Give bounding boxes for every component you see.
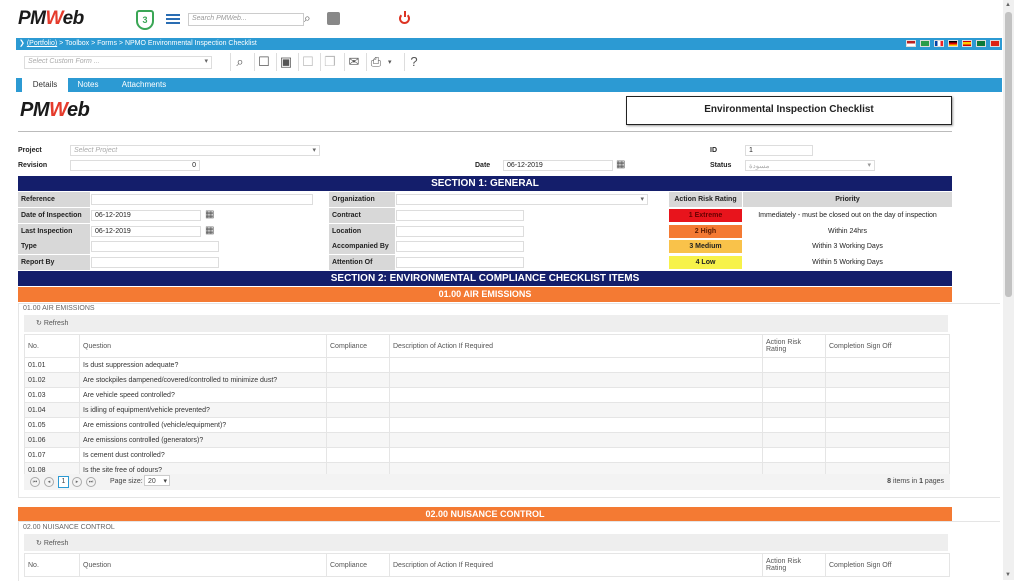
scroll-down-icon[interactable]: ▼ <box>1005 572 1011 578</box>
nuisance-control-table <box>24 553 950 577</box>
prev-page-icon[interactable]: ◂ <box>44 477 54 487</box>
row-number: 01.06 <box>25 433 80 448</box>
date-label: Date <box>475 162 491 169</box>
page-size-select[interactable]: 20 ▾ <box>144 475 170 486</box>
date-of-inspection-label: Date of Inspection <box>18 208 90 223</box>
air-emissions-sublabel: 01.00 AIR EMISSIONS <box>23 305 95 312</box>
risk-extreme: 1 Extreme <box>669 209 742 222</box>
row-cell[interactable] <box>826 403 950 418</box>
email-icon[interactable]: ✉ <box>344 53 363 71</box>
scrollbar[interactable] <box>1003 0 1014 580</box>
table-row[interactable] <box>25 358 950 373</box>
table-row[interactable] <box>25 433 950 448</box>
delete-document-icon[interactable]: ☐ <box>298 53 317 71</box>
brazil-flag-icon[interactable] <box>920 40 930 47</box>
calendar-icon[interactable]: ▦ <box>616 159 626 170</box>
last-inspection-input[interactable]: 06-12-2019 <box>91 226 201 237</box>
last-page-icon[interactable]: ⏭ <box>86 477 96 487</box>
new-document-icon[interactable]: ☐ <box>254 53 273 71</box>
chevron-down-icon: ▾ <box>640 196 644 203</box>
row-cell[interactable] <box>390 418 763 433</box>
project-select[interactable]: Select Project ▾ <box>70 145 320 156</box>
row-cell[interactable] <box>327 403 390 418</box>
save-icon[interactable] <box>327 12 340 25</box>
last-inspection-label: Last Inspection <box>18 224 90 239</box>
calendar-icon[interactable]: ▦ <box>205 225 215 236</box>
type-label: Type <box>18 239 90 254</box>
chevron-down-icon: ▾ <box>312 147 316 154</box>
items-count: 8 items in 1 pages <box>887 478 944 485</box>
print-dropdown-icon[interactable]: ▾ <box>388 59 392 66</box>
id-input[interactable]: 1 <box>745 145 813 156</box>
row-question: Are emissions controlled (generators)? <box>80 433 327 448</box>
table-row[interactable] <box>25 373 950 388</box>
column-header[interactable]: No. <box>25 335 80 358</box>
revision-label: Revision <box>18 162 48 169</box>
us-flag-icon[interactable] <box>906 40 916 47</box>
column-header[interactable]: No. <box>25 554 80 577</box>
row-cell[interactable] <box>390 388 763 403</box>
accompanied-by-label: Accompanied By <box>329 239 395 254</box>
row-number: 01.07 <box>25 448 80 463</box>
table-row[interactable] <box>25 388 950 403</box>
first-page-icon[interactable]: ⏮ <box>30 477 40 487</box>
column-header[interactable]: Completion Sign Off <box>826 335 950 358</box>
custom-form-select[interactable]: Select Custom Form ... ▾ <box>24 56 212 69</box>
accompanied-by-input[interactable] <box>396 241 524 252</box>
risk-high: 2 High <box>669 225 742 238</box>
row-cell[interactable] <box>826 448 950 463</box>
breadcrumb-portfolio-link[interactable]: (Portfolio) <box>26 40 58 47</box>
breadcrumb-path: > Toolbox > Forms > NPMO Environmental Inspection Checklist <box>59 40 257 47</box>
search-input[interactable]: Search PMWeb... <box>188 13 304 26</box>
table-header-row <box>25 554 950 577</box>
attention-of-input[interactable] <box>396 257 524 268</box>
risk-medium: 3 Medium <box>669 240 742 253</box>
refresh-icon: ↻ <box>36 540 42 547</box>
row-cell[interactable] <box>826 418 950 433</box>
organization-select[interactable] <box>396 194 648 205</box>
tab-details[interactable]: Details <box>22 78 68 92</box>
column-header[interactable]: Action Risk Rating <box>763 554 826 577</box>
row-number: 01.03 <box>25 388 80 403</box>
air-emissions-table <box>24 334 950 478</box>
row-cell[interactable] <box>826 358 950 373</box>
row-number: 01.08 <box>25 463 80 478</box>
row-cell[interactable] <box>763 388 826 403</box>
row-question: Are emissions controlled (vehicle/equipment)? <box>80 418 327 433</box>
tab-notes[interactable]: Notes <box>77 80 99 89</box>
row-cell[interactable] <box>826 388 950 403</box>
row-question: Is idling of equipment/vehicle prevented? <box>80 403 327 418</box>
column-header[interactable]: Action Risk Rating <box>763 335 826 358</box>
column-header[interactable]: Question <box>80 554 327 577</box>
row-cell[interactable] <box>763 448 826 463</box>
date-of-inspection-input[interactable]: 06-12-2019 <box>91 210 201 221</box>
print-icon[interactable]: ⎙ <box>366 53 385 71</box>
report-by-label: Report By <box>18 255 90 270</box>
search-icon[interactable]: ⌕ <box>230 53 249 71</box>
tab-bar <box>16 78 1002 92</box>
language-flags <box>904 40 1000 52</box>
project-label: Project <box>18 147 42 154</box>
column-header[interactable]: Completion Sign Off <box>826 554 950 577</box>
chevron-down-icon: ▾ <box>163 478 167 485</box>
row-cell[interactable] <box>390 433 763 448</box>
chevron-down-icon: ▾ <box>867 162 871 169</box>
help-icon[interactable]: ? <box>404 53 423 71</box>
form-title: Environmental Inspection Checklist <box>626 96 952 125</box>
priority-high: Within 24hrs <box>828 228 867 235</box>
row-cell[interactable] <box>763 433 826 448</box>
nuisance-control-sublabel: 02.00 NUISANCE CONTROL <box>23 524 115 531</box>
revision-input[interactable]: 0 <box>70 160 200 171</box>
row-question: Is cement dust controlled? <box>80 448 327 463</box>
row-cell[interactable] <box>327 388 390 403</box>
grid-toolbar <box>24 534 948 551</box>
section2-header: SECTION 2: ENVIRONMENTAL COMPLIANCE CHECKLIST ITEMS <box>18 271 952 286</box>
row-cell[interactable] <box>826 433 950 448</box>
row-question: Is the site free of odours? <box>80 463 327 478</box>
row-cell[interactable] <box>390 373 763 388</box>
table-row[interactable] <box>25 403 950 418</box>
row-cell[interactable] <box>763 403 826 418</box>
germany-flag-icon[interactable] <box>948 40 958 47</box>
column-header[interactable]: Description of Action If Required <box>390 554 763 577</box>
attention-of-label: Attention Of <box>329 255 395 270</box>
saudi-flag-icon[interactable] <box>976 40 986 47</box>
row-cell[interactable] <box>327 448 390 463</box>
next-page-icon[interactable]: ▸ <box>72 477 82 487</box>
page-size-label: Page size: <box>110 478 143 485</box>
type-input[interactable] <box>91 241 219 252</box>
row-cell[interactable] <box>390 403 763 418</box>
row-cell[interactable] <box>327 418 390 433</box>
risk-rating-header: Action Risk Rating <box>669 192 742 207</box>
scrollbar-thumb[interactable] <box>1005 12 1012 297</box>
contract-input[interactable] <box>396 210 524 221</box>
date-input[interactable]: 06-12-2019 <box>503 160 613 171</box>
location-label: Location <box>329 224 395 239</box>
row-number: 01.04 <box>25 403 80 418</box>
section1-header: SECTION 1: GENERAL <box>18 176 952 191</box>
row-number: 01.05 <box>25 418 80 433</box>
grid-pager <box>24 474 950 490</box>
save-icon[interactable]: ▣ <box>276 53 295 71</box>
row-cell[interactable] <box>327 373 390 388</box>
column-header[interactable]: Description of Action If Required <box>390 335 763 358</box>
spain-flag-icon[interactable] <box>962 40 972 47</box>
calendar-icon[interactable]: ▦ <box>205 209 215 220</box>
copy-icon[interactable]: ❐ <box>320 53 339 71</box>
chevron-right-icon: ❯ <box>19 40 25 47</box>
row-cell[interactable] <box>390 358 763 373</box>
group-nuisance-control-header: 02.00 NUISANCE CONTROL <box>18 507 952 521</box>
row-question: Is dust suppression adequate? <box>80 358 327 373</box>
row-cell[interactable] <box>763 358 826 373</box>
row-cell[interactable] <box>826 373 950 388</box>
refresh-button[interactable]: ↻ Refresh <box>36 540 69 547</box>
id-label: ID <box>710 147 717 154</box>
row-question: Are stockpiles dampened/covered/controlled to minimize dust? <box>80 373 327 388</box>
row-question: Are vehicle speed controlled? <box>80 388 327 403</box>
pmweb-logo: PMWeb <box>18 8 84 29</box>
table-row[interactable] <box>25 448 950 463</box>
tab-attachments[interactable]: Attachments <box>121 80 167 89</box>
table-header-row <box>25 335 950 358</box>
row-cell[interactable] <box>327 358 390 373</box>
reference-input[interactable] <box>91 194 313 205</box>
refresh-button[interactable]: ↻ Refresh <box>36 320 69 327</box>
divider <box>18 131 952 132</box>
row-cell[interactable] <box>390 448 763 463</box>
china-flag-icon[interactable] <box>990 40 1000 47</box>
group-air-emissions-header: 01.00 AIR EMISSIONS <box>18 287 952 302</box>
priority-extreme: Immediately - must be closed out on the day of inspection <box>758 212 937 219</box>
priority-medium: Within 3 Working Days <box>812 243 883 250</box>
column-header[interactable]: Compliance <box>327 554 390 577</box>
power-icon[interactable] <box>399 13 410 24</box>
reference-label: Reference <box>18 192 90 207</box>
shield-icon[interactable]: 3 <box>136 10 154 30</box>
scroll-up-icon[interactable]: ▲ <box>1005 2 1011 8</box>
row-number: 01.01 <box>25 358 80 373</box>
column-header[interactable]: Question <box>80 335 327 358</box>
france-flag-icon[interactable] <box>934 40 944 47</box>
chevron-down-icon: ▾ <box>204 58 208 65</box>
row-cell[interactable] <box>763 373 826 388</box>
status-select[interactable]: مسودة ▾ <box>745 160 875 171</box>
contract-label: Contract <box>329 208 395 223</box>
row-number: 01.02 <box>25 373 80 388</box>
search-icon[interactable]: ⌕ <box>304 11 311 25</box>
report-by-input[interactable] <box>91 257 219 268</box>
priority-low: Within 5 Working Days <box>812 259 883 266</box>
priority-header: Priority <box>743 192 952 207</box>
pmweb-form-logo: PMWeb <box>20 99 90 121</box>
page-number[interactable]: 1 <box>58 476 69 488</box>
organization-label: Organization <box>329 192 395 207</box>
status-label: Status <box>710 162 732 169</box>
row-cell[interactable] <box>763 418 826 433</box>
refresh-icon: ↻ <box>36 320 42 327</box>
location-input[interactable] <box>396 226 524 237</box>
row-cell[interactable] <box>327 433 390 448</box>
menu-icon[interactable] <box>166 12 180 26</box>
table-row[interactable] <box>25 418 950 433</box>
breadcrumb <box>16 38 1002 50</box>
risk-low: 4 Low <box>669 256 742 269</box>
grid-toolbar <box>24 315 948 332</box>
column-header[interactable]: Compliance <box>327 335 390 358</box>
